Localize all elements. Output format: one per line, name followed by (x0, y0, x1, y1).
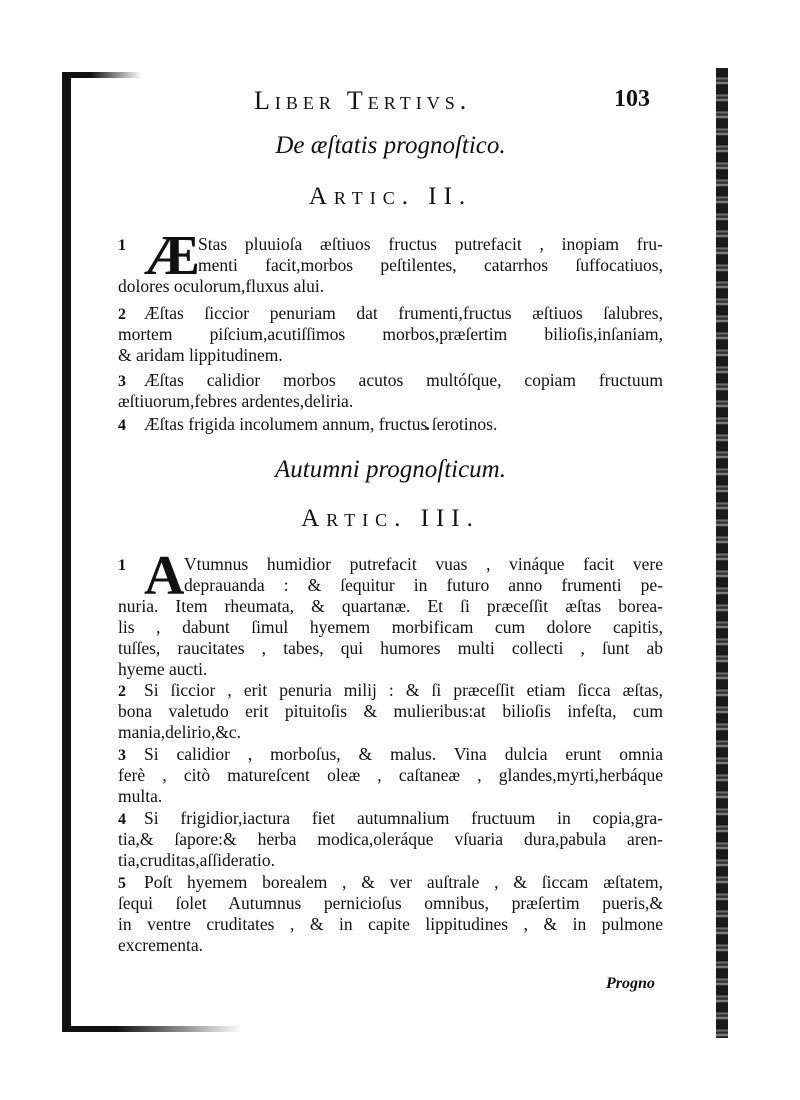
text-line: bona valetudo erit pituitoſis & mulieribus:at bilioſis infeſta, cum (118, 701, 663, 721)
text-line: dolores oculorum,fluxus alui. (118, 276, 325, 296)
paragraph-autumnus-3 (118, 744, 663, 807)
text-line: mortem piſcium,acutiſſimos morbos,præſertim bilioſis,inſaniam, (118, 324, 663, 344)
text-line: menti facit,morbos peſtilentes, catarrhos ſuffocatiuos, (198, 255, 663, 275)
scan-edge-right (716, 68, 728, 1038)
paragraph-autumnus-1 (118, 545, 663, 680)
paragraph-autumnus-5 (118, 872, 663, 956)
text-line: lis , dabunt ſimul hyemem morbificam cum dolore capitis, (118, 617, 663, 637)
text-line: mania,delirio,&c. (118, 722, 241, 742)
text-line: excrementa. (118, 935, 204, 955)
text-line: 5 Poſt hyemem borealem , & ver auſtrale , & ſiccam æſtatem, (118, 872, 663, 892)
paragraph-aestas-2 (118, 303, 663, 366)
text-line: 3 Æſtas calidior morbos acutos multóſque, copiam fructuum (118, 370, 663, 390)
text-line: tia,& ſapore:& herba modica,oleráque vſuaria dura,pabula aren- (118, 829, 663, 849)
text-line: 4 Æſtas frigida incolumem annum, fructus ſerotinos. (118, 414, 498, 434)
paragraph-number: 4 (118, 811, 126, 828)
paragraph-number: 3 (118, 747, 126, 764)
text-line: 1 Stas pluuioſa æſtiuos fructus putrefacit , inopiam fru- (118, 234, 663, 254)
paragraph-number: 2 (118, 306, 126, 323)
text-line: 3 Si calidior , morboſus, & malus. Vina dulcia erunt omnia (118, 744, 663, 764)
text-line: ferè , citò matureſcent oleæ , caſtaneæ , glandes,myrti,herbáque (118, 765, 663, 785)
section-title-autumnus: Autumni prognoſticum. (274, 456, 506, 483)
text-line: deprauanda : & ſequitur in futuro anno frumenti pe- (184, 575, 663, 595)
text-line: tuſſes, raucitates , tabes, qui humores multi collecti , ſunt ab (118, 638, 663, 658)
artic-heading-ii: Artic. II. (308, 183, 473, 210)
text-line: 1 Vtumnus humidior putrefacit vuas , vináque facit vere (118, 554, 663, 574)
text-line: multa. (118, 786, 163, 806)
running-head (118, 80, 663, 116)
text-line: & aridam lippitudinem. (118, 345, 283, 365)
text-line: 2 Si ſiccior , erit penuria milij : & ſi præceſſit etiam ſicca æſtas, (118, 680, 663, 700)
page-number: 103 (614, 86, 650, 112)
catchword: Progno (606, 975, 655, 992)
text-line: 2 Æſtas ſiccior penuriam dat frumenti,fructus æſtiuos ſalubres, (118, 303, 663, 323)
section-title-aestas: De æſtatis prognoſtico. (275, 132, 506, 159)
text-line: nuria. Item rheumata, & quartanæ. Et ſi præceſſit æſtas borea- (118, 596, 663, 616)
paragraph-aestas-4 (118, 414, 663, 435)
paragraph-autumnus-4 (118, 808, 663, 871)
scan-edge-top (62, 72, 142, 78)
paragraph-number: 5 (118, 875, 126, 892)
text-line: ſequi ſolet Autumnus pernicioſus omnibus, præſertim pueris,& (118, 893, 663, 913)
drop-cap: Æ (144, 225, 200, 287)
paragraph-aestas-3 (118, 370, 663, 412)
paragraph-number: 4 (118, 417, 126, 434)
paragraph-number: 1 (118, 557, 126, 574)
text-line: tia,cruditas,aſſideratio. (118, 850, 275, 870)
artic-heading-iii: Artic. III. (301, 505, 480, 532)
paragraph-number: 3 (118, 373, 126, 390)
scan-edge-left (62, 72, 71, 1032)
running-title: Liber Tertivs. (254, 86, 472, 115)
paragraph-number: 1 (118, 237, 126, 254)
book-page (118, 80, 663, 1000)
paragraph-aestas-1 (118, 225, 663, 297)
paragraph-autumnus-2 (118, 680, 663, 743)
drop-cap: A (144, 545, 185, 607)
text-line: hyeme aucti. (118, 659, 208, 679)
text-line: in ventre cruditates , & in capite lippitudines , & in pulmone (118, 914, 663, 934)
text-line: æſtiuorum,febres ardentes,deliria. (118, 391, 354, 411)
paragraph-number: 2 (118, 683, 126, 700)
text-line: 4 Si frigidior,iactura fiet autumnalium fructuum in copia,gra- (118, 808, 663, 828)
scan-edge-bottom (62, 1026, 242, 1032)
